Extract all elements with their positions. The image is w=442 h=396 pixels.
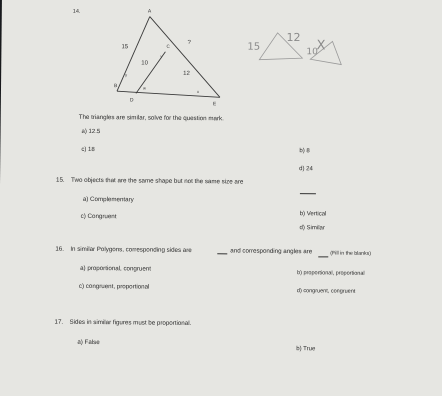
angle-w-mark: w (142, 85, 146, 91)
vertex-c-label: C (166, 43, 170, 49)
q16-blank-1[interactable] (217, 248, 227, 256)
handwritten-x: X (316, 38, 326, 54)
q15-option-c[interactable]: c) Congruent (80, 212, 117, 221)
q14-option-c[interactable]: c) 18 (81, 146, 95, 153)
q14-option-b[interactable]: b) 8 (299, 148, 310, 155)
q16-prompt-part-1: In similar Polygons, corresponding sides are (70, 245, 192, 255)
angle-x-mark: x (196, 89, 200, 95)
q16-number: 16. (55, 245, 64, 253)
q16-option-b[interactable]: b) proportional, proportional (297, 270, 365, 277)
vertex-e-label: E (212, 101, 217, 108)
side-unknown-label: ? (187, 39, 191, 46)
q17-option-b[interactable]: b) True (296, 346, 316, 353)
q15-number: 15. (56, 176, 65, 184)
q15-option-d[interactable]: d) Similar (299, 225, 325, 232)
side-10-label: 10 (141, 60, 148, 67)
question-14-number: 14. (72, 8, 81, 15)
handwritten-15: 15 (247, 41, 261, 53)
side-15-label: 15 (121, 44, 129, 51)
q14-option-d[interactable]: d) 24 (299, 166, 313, 173)
angle-y-mark-c: y (160, 53, 163, 59)
q16-option-c[interactable]: c) congruent, proportional (78, 282, 150, 291)
q17-number: 17. (54, 318, 64, 326)
q15-option-a[interactable]: a) Complementary (82, 195, 134, 204)
angle-y-mark-b: y (125, 72, 128, 78)
q16-blank-2[interactable] (318, 251, 328, 259)
q16-option-d[interactable]: d) congruent, congruent (296, 288, 356, 295)
q17-option-a[interactable]: a) False (77, 338, 100, 347)
q14-option-a[interactable]: a) 12.5 (81, 128, 101, 136)
vertex-b-label: B (114, 83, 118, 90)
q15-prompt: Two objects that are the same shape but not the same size are (71, 176, 244, 186)
handwritten-10: 10 (306, 47, 318, 58)
q14-prompt: The triangles are similar, solve for the question mark. (78, 113, 224, 123)
side-12-label: 12 (183, 70, 190, 77)
q16-prompt-part-2: and corresponding angles are (230, 247, 313, 256)
q17-prompt: Sides in similar figures must be proportional. (69, 318, 192, 328)
q16-option-a[interactable]: a) proportional, congruent (80, 264, 152, 273)
q15-answer-blank[interactable] (300, 188, 316, 196)
vertex-a-label: A (147, 8, 152, 15)
q16-fill-hint: (Fill in the blanks) (330, 250, 371, 257)
handwritten-12: 12 (286, 30, 301, 45)
vertex-d-label: D (129, 97, 134, 104)
q15-option-b[interactable]: b) Vertical (299, 211, 327, 218)
